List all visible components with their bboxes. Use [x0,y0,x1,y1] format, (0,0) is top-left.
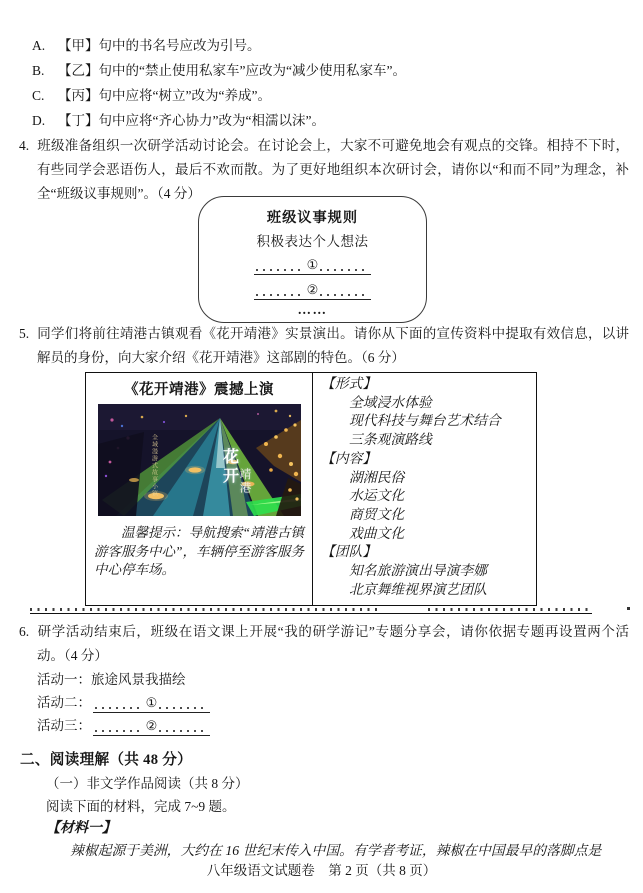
dotted-leader [256,269,305,271]
poster-item: 全域浸水体验 [349,394,432,410]
poster-photo [98,404,301,516]
poster-item: 知名旅游演出导演李娜 [349,563,487,579]
dotted-leader [256,294,305,296]
activity-row-2 [37,691,210,715]
dotted-leader [159,730,208,732]
dotted-leader [95,707,144,709]
activity-row-3 [37,714,210,738]
question-5 [19,322,629,370]
rules-box-title: 班级议事规则 [266,210,359,226]
poster-left-cell [86,373,313,605]
poster-tip-text: 温馨提示：导航搜索“靖港古镇游客服务中心”，车辆停至游客服务中心停车场。 [94,525,305,578]
poster-item: 北京舞维视界演艺团队 [349,581,487,597]
material-1-text: 辣椒起源于美洲，大约在 16 世纪末传入中国。有学者考证，辣椒在中国最早的落脚点是 [70,843,602,858]
poster-section-heading: 【团队】 [321,544,377,560]
option-list [32,33,406,133]
circled-number-1: ① [306,257,319,272]
poster-item: 戏曲文化 [349,525,405,541]
question-6-number: 6. [19,624,30,639]
dotted-separator [30,604,592,614]
option-a-label: A. [32,38,46,53]
dotted-leader [95,730,144,732]
rules-blank-2 [254,280,371,300]
poster-table [85,372,537,606]
night-scene-art [98,404,301,516]
option-d-label: D. [32,113,46,128]
dotted-leader [320,269,369,271]
reading-instruction: 阅读下面的材料，完成 7~9 题。 [46,799,236,814]
poster-item: 三条观演路线 [349,432,432,448]
activity-2-blank [93,693,210,713]
rules-box-line1: 积极表达个人想法 [256,234,369,249]
question-6-text: 研学活动结束后，班级在语文课上开展“我的研学游记”专题分享会，请你依据专题再设置两个活动。（4 分） [37,624,629,664]
option-b-text: 【乙】句中的“禁止使用私家车”应改为“减少使用私家车”。 [58,63,406,78]
activity-1-label: 活动一： [37,672,91,687]
activity-row-1 [37,668,186,692]
rules-box [198,196,427,323]
poster-item: 商贸文化 [349,506,405,522]
circled-number-2: ② [145,718,158,733]
option-c-label: C. [32,88,45,103]
question-4-text: 班级准备组织一次研学活动讨论会。在讨论会上，大家不可避免地会有观点的交锋。相持不下时，有些同学会恶语伤人，最后不欢而散。为了更好地组织本次研讨会，请你以“和而不同”为理念，补全“班级议事规则”。（4 分） [37,138,629,202]
question-6 [19,620,629,668]
poster-section-heading: 【形式】 [321,376,377,391]
circled-number-2: ② [306,282,319,297]
question-5-text: 同学们将前往靖港古镇观看《花开靖港》实景演出。请你从下面的宣传资料中提取有效信息，以讲解员的身份，向大家介绍《花开靖港》这部剧的特色。（6 分） [37,326,629,366]
photo-caption-vertical: 全域漫游式故事小镇 [150,434,157,497]
option-d-text: 【丁】句中应将“齐心协力”改为“相濡以沫”。 [58,113,325,128]
poster-right-cell [313,373,536,605]
option-c-text: 【丙】句中应将“树立”改为“养成”。 [58,88,271,103]
page-footer: 八年级语文试题卷 第 2 页（共 8 页） [206,863,437,878]
option-c [32,83,406,108]
activity-2-label: 活动二： [37,695,91,710]
circled-number-1: ① [145,695,158,710]
rules-box-ellipsis: …… [297,302,328,317]
poster-section-heading: 【内容】 [321,450,377,466]
dotted-leader [30,608,382,611]
poster-headline: 《花开靖港》震撼上演 [124,382,274,398]
separator-gap [382,604,428,613]
question-4-number: 4. [19,138,30,153]
option-b [32,58,406,83]
option-a-text: 【甲】句中的书名号应改为引号。 [58,38,261,53]
section-2-sub1: （一）非文学作品阅读（共 8 分） [46,776,249,791]
dotted-leader [320,294,369,296]
activity-3-label: 活动三： [37,718,91,733]
poster-item: 现代科技与舞台艺术结合 [349,413,501,429]
option-d [32,108,406,133]
option-b-label: B. [32,63,45,78]
photo-title-col2: 靖港 [238,468,251,495]
dotted-leader [428,608,592,611]
rules-blank-1 [254,255,371,275]
dotted-leader [159,707,208,709]
poster-item: 水运文化 [349,488,405,504]
stray-dot [627,607,630,610]
poster-item: 湖湘民俗 [349,469,405,485]
question-5-number: 5. [19,326,30,341]
activity-1-value: 旅途风景我描绘 [91,672,186,687]
activity-3-blank [93,716,210,736]
section-2-heading: 二、阅读理解（共 48 分） [20,752,193,768]
material-1-label: 【材料一】 [46,821,116,836]
option-a [32,33,406,58]
photo-title-col1: 花开 [220,448,238,486]
